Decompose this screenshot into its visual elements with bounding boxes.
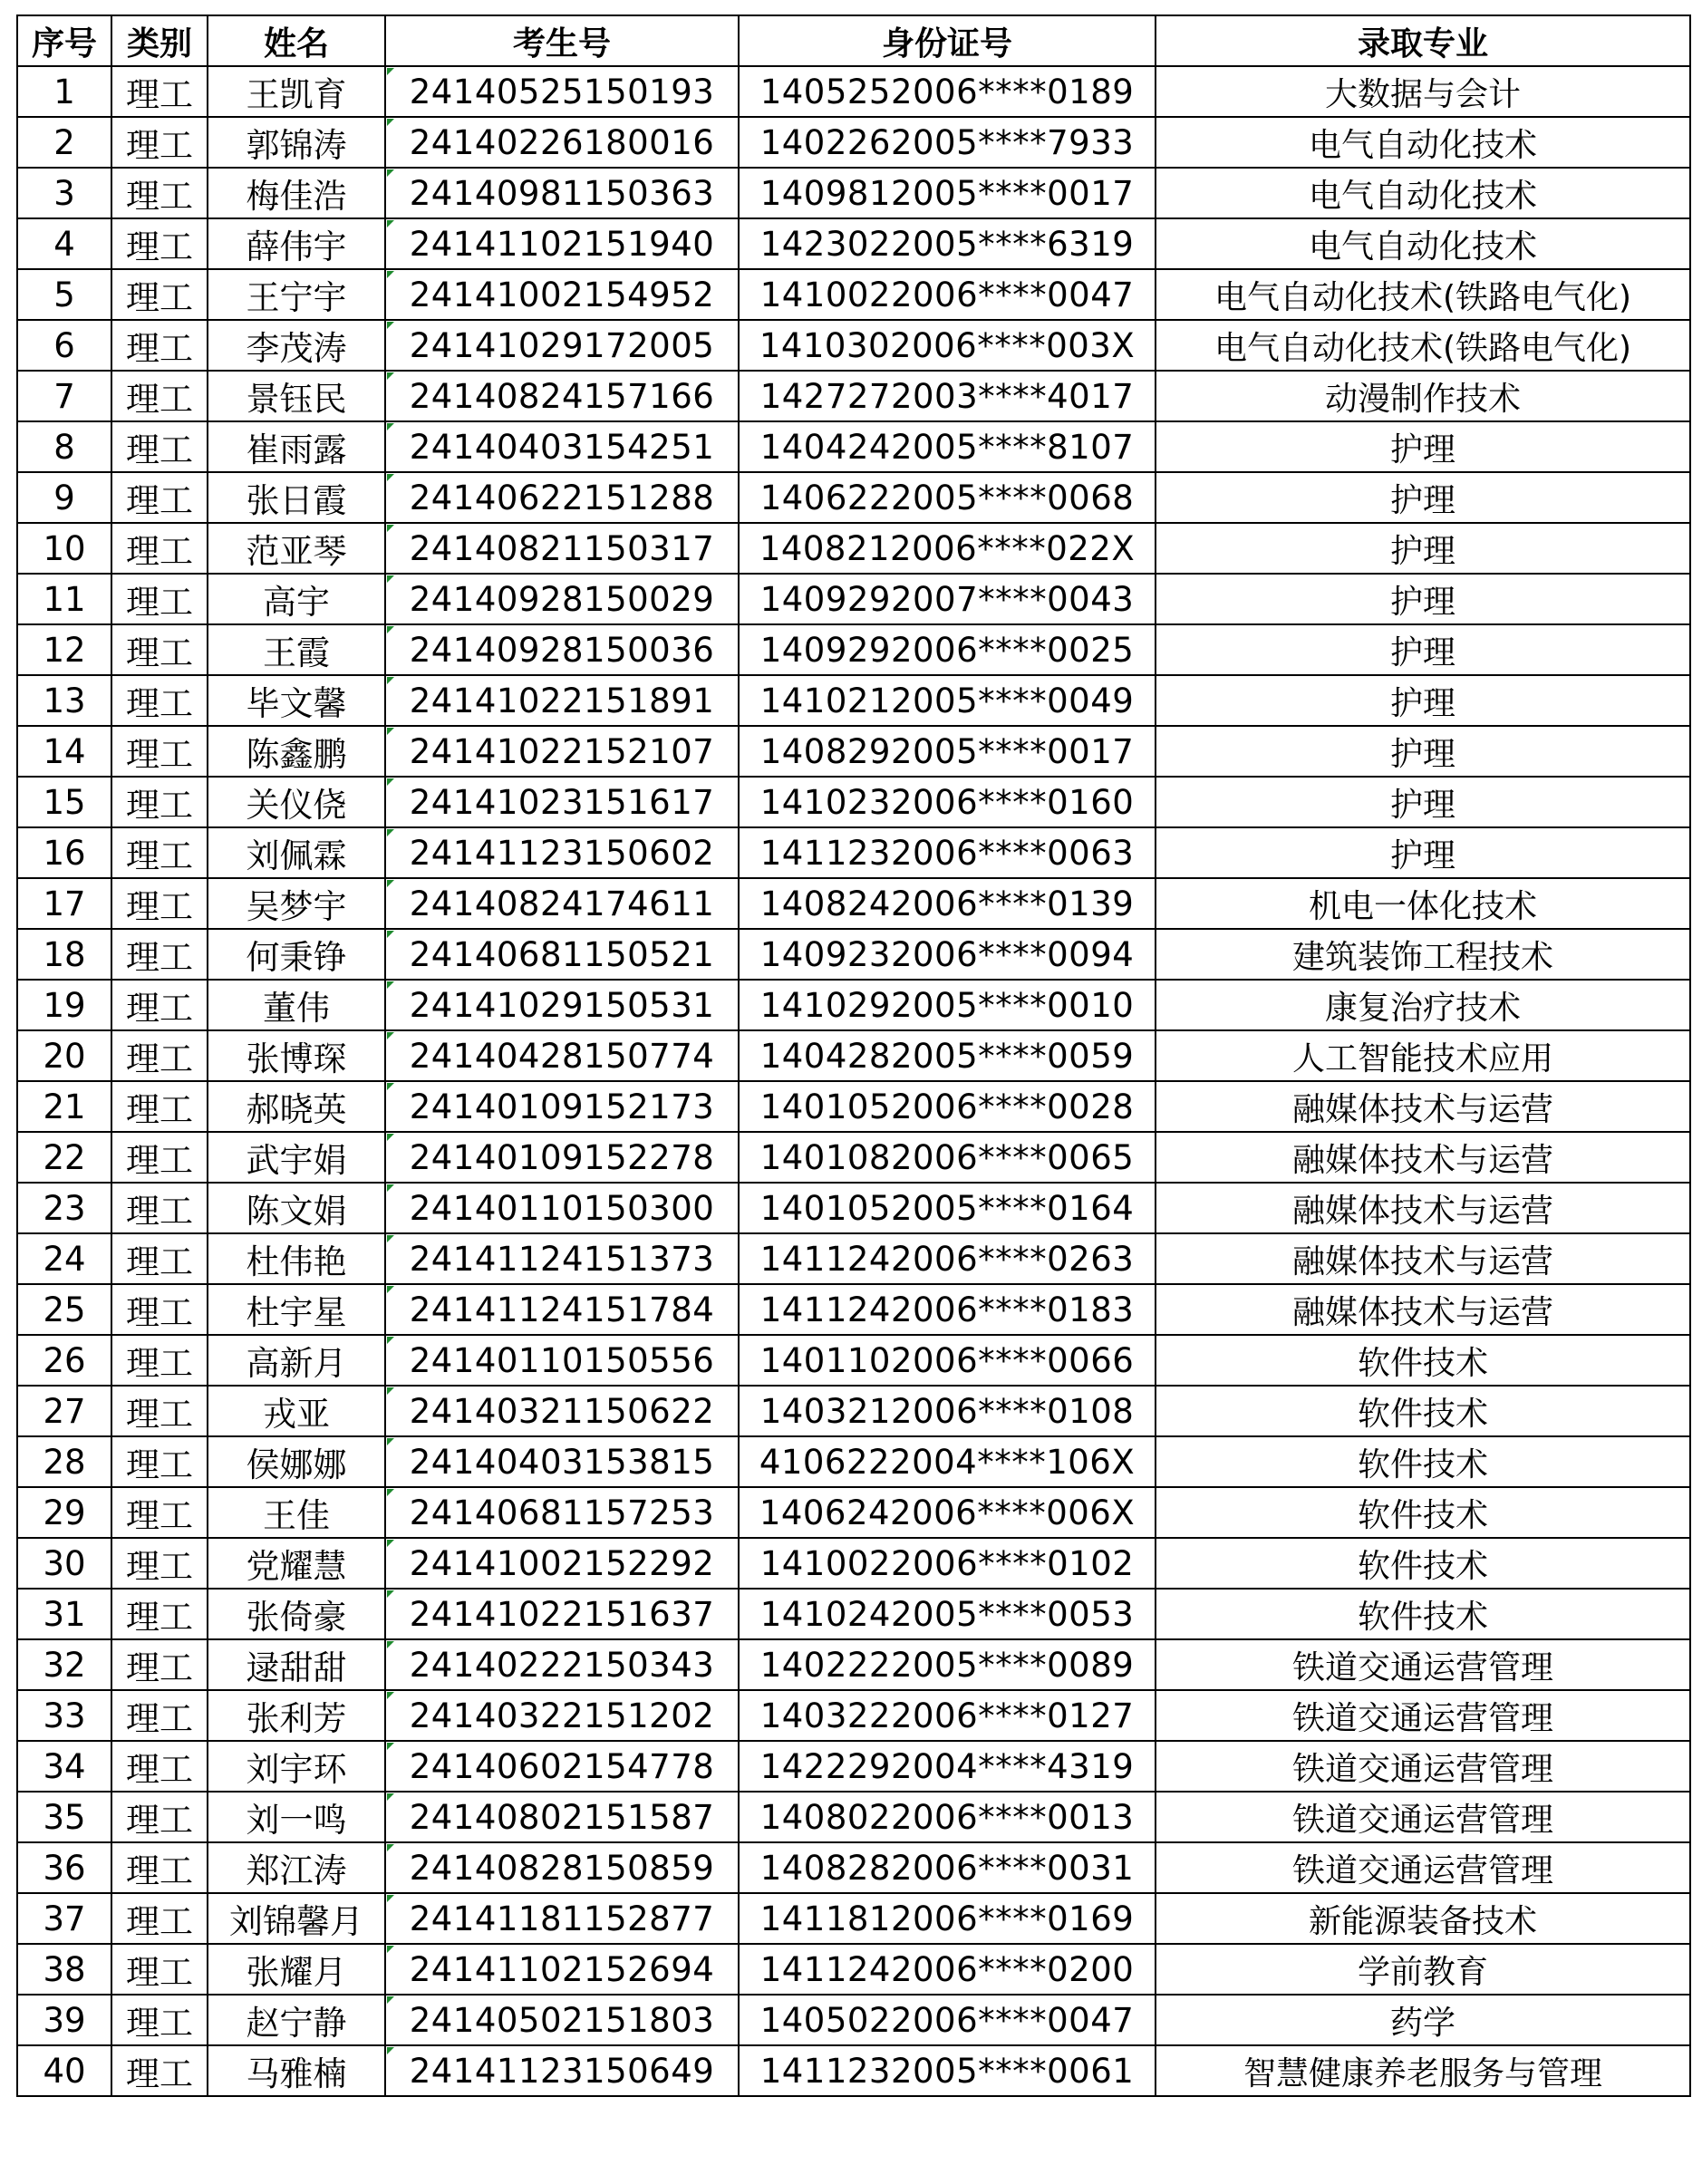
cell-exam-number: 24141124151784: [385, 1284, 739, 1335]
table-row: [17, 1944, 1690, 1995]
cell-id-number: 1410212005****0049: [739, 675, 1156, 726]
cell-id-number: 1422292004****4319: [739, 1741, 1156, 1792]
cell-name: 张利芳: [208, 1690, 385, 1741]
cell-exam-number: 24140681150521: [385, 929, 739, 980]
cell-id-number: 1410242005****0053: [739, 1589, 1156, 1639]
cell-admitted-major: 融媒体技术与运营: [1156, 1183, 1690, 1233]
table-row: [17, 269, 1690, 320]
table-row: [17, 827, 1690, 878]
cell-admitted-major: 人工智能技术应用: [1156, 1030, 1690, 1081]
cell-category: 理工: [111, 929, 208, 980]
table-row: [17, 371, 1690, 421]
cell-name: 武宇娟: [208, 1132, 385, 1183]
cell-category: 理工: [111, 1944, 208, 1995]
cell-name: 刘锦馨月: [208, 1893, 385, 1944]
cell-admitted-major: 智慧健康养老服务与管理: [1156, 2045, 1690, 2096]
cell-name: 郑江涛: [208, 1842, 385, 1893]
cell-seq: 12: [17, 624, 111, 675]
cell-id-number: 1410232006****0160: [739, 777, 1156, 827]
header-name: 姓名: [208, 15, 385, 66]
cell-seq: 31: [17, 1589, 111, 1639]
cell-name: 何秉铮: [208, 929, 385, 980]
cell-name: 董伟: [208, 980, 385, 1030]
cell-name: 刘一鸣: [208, 1792, 385, 1842]
cell-admitted-major: 铁道交通运营管理: [1156, 1741, 1690, 1792]
cell-category: 理工: [111, 320, 208, 371]
table-body: [17, 66, 1690, 2096]
table-row: [17, 1436, 1690, 1487]
cell-exam-number: 24141022151891: [385, 675, 739, 726]
cell-admitted-major: 铁道交通运营管理: [1156, 1792, 1690, 1842]
cell-category: 理工: [111, 1284, 208, 1335]
cell-admitted-major: 建筑装饰工程技术: [1156, 929, 1690, 980]
cell-admitted-major: 护理: [1156, 472, 1690, 523]
cell-id-number: 1411242006****0263: [739, 1233, 1156, 1284]
cell-seq: 13: [17, 675, 111, 726]
cell-category: 理工: [111, 523, 208, 574]
cell-seq: 10: [17, 523, 111, 574]
cell-id-number: 1410302006****003X: [739, 320, 1156, 371]
cell-name: 戎亚: [208, 1386, 385, 1436]
cell-id-number: 1405252006****0189: [739, 66, 1156, 117]
cell-exam-number: 24141029172005: [385, 320, 739, 371]
cell-id-number: 1408022006****0013: [739, 1792, 1156, 1842]
cell-exam-number: 24141102152694: [385, 1944, 739, 1995]
cell-exam-number: 24140110150556: [385, 1335, 739, 1386]
cell-id-number: 1401052006****0028: [739, 1081, 1156, 1132]
cell-seq: 2: [17, 117, 111, 168]
cell-name: 郭锦涛: [208, 117, 385, 168]
cell-admitted-major: 大数据与会计: [1156, 66, 1690, 117]
cell-seq: 18: [17, 929, 111, 980]
cell-name: 薛伟宇: [208, 218, 385, 269]
cell-exam-number: 24140928150036: [385, 624, 739, 675]
cell-seq: 19: [17, 980, 111, 1030]
cell-admitted-major: 融媒体技术与运营: [1156, 1284, 1690, 1335]
cell-seq: 8: [17, 421, 111, 472]
cell-admitted-major: 融媒体技术与运营: [1156, 1233, 1690, 1284]
table-row: [17, 218, 1690, 269]
cell-category: 理工: [111, 1589, 208, 1639]
table-row: [17, 472, 1690, 523]
cell-seq: 23: [17, 1183, 111, 1233]
cell-exam-number: 24140525150193: [385, 66, 739, 117]
cell-seq: 34: [17, 1741, 111, 1792]
cell-name: 王佳: [208, 1487, 385, 1538]
cell-admitted-major: 软件技术: [1156, 1386, 1690, 1436]
cell-exam-number: 24140602154778: [385, 1741, 739, 1792]
cell-name: 王霞: [208, 624, 385, 675]
cell-seq: 7: [17, 371, 111, 421]
cell-id-number: 1403222006****0127: [739, 1690, 1156, 1741]
cell-name: 张倚豪: [208, 1589, 385, 1639]
cell-admitted-major: 软件技术: [1156, 1487, 1690, 1538]
cell-admitted-major: 电气自动化技术: [1156, 218, 1690, 269]
cell-seq: 21: [17, 1081, 111, 1132]
cell-category: 理工: [111, 574, 208, 624]
cell-admitted-major: 电气自动化技术(铁路电气化): [1156, 269, 1690, 320]
cell-id-number: 1403212006****0108: [739, 1386, 1156, 1436]
cell-id-number: 1411242006****0200: [739, 1944, 1156, 1995]
cell-category: 理工: [111, 1792, 208, 1842]
table-row: [17, 624, 1690, 675]
cell-category: 理工: [111, 827, 208, 878]
table-row: [17, 523, 1690, 574]
cell-id-number: 4106222004****106X: [739, 1436, 1156, 1487]
cell-name: 王宁宇: [208, 269, 385, 320]
cell-id-number: 1410292005****0010: [739, 980, 1156, 1030]
cell-name: 杜伟艳: [208, 1233, 385, 1284]
cell-admitted-major: 融媒体技术与运营: [1156, 1132, 1690, 1183]
cell-admitted-major: 新能源装备技术: [1156, 1893, 1690, 1944]
cell-id-number: 1411232005****0061: [739, 2045, 1156, 2096]
cell-id-number: 1402222005****0089: [739, 1639, 1156, 1690]
cell-category: 理工: [111, 1538, 208, 1589]
table-row: [17, 168, 1690, 218]
table-row: [17, 1030, 1690, 1081]
cell-seq: 4: [17, 218, 111, 269]
cell-name: 张耀月: [208, 1944, 385, 1995]
cell-category: 理工: [111, 371, 208, 421]
cell-category: 理工: [111, 1995, 208, 2045]
cell-category: 理工: [111, 878, 208, 929]
cell-name: 崔雨露: [208, 421, 385, 472]
cell-id-number: 1411812006****0169: [739, 1893, 1156, 1944]
cell-id-number: 1404242005****8107: [739, 421, 1156, 472]
cell-id-number: 1409232006****0094: [739, 929, 1156, 980]
cell-name: 逯甜甜: [208, 1639, 385, 1690]
cell-seq: 17: [17, 878, 111, 929]
cell-admitted-major: 护理: [1156, 827, 1690, 878]
cell-name: 陈文娟: [208, 1183, 385, 1233]
table-row: [17, 1639, 1690, 1690]
cell-admitted-major: 护理: [1156, 523, 1690, 574]
cell-id-number: 1408282006****0031: [739, 1842, 1156, 1893]
cell-seq: 24: [17, 1233, 111, 1284]
cell-name: 赵宁静: [208, 1995, 385, 2045]
table-row: [17, 1842, 1690, 1893]
table-row: [17, 421, 1690, 472]
cell-seq: 3: [17, 168, 111, 218]
cell-admitted-major: 软件技术: [1156, 1335, 1690, 1386]
cell-name: 陈鑫鹏: [208, 726, 385, 777]
cell-category: 理工: [111, 168, 208, 218]
cell-category: 理工: [111, 2045, 208, 2096]
cell-category: 理工: [111, 726, 208, 777]
cell-category: 理工: [111, 66, 208, 117]
cell-category: 理工: [111, 1030, 208, 1081]
cell-id-number: 1409812005****0017: [739, 168, 1156, 218]
cell-exam-number: 24140802151587: [385, 1792, 739, 1842]
table-row: [17, 1081, 1690, 1132]
cell-name: 刘宇环: [208, 1741, 385, 1792]
cell-category: 理工: [111, 218, 208, 269]
cell-exam-number: 24140109152173: [385, 1081, 739, 1132]
cell-admitted-major: 软件技术: [1156, 1538, 1690, 1589]
cell-category: 理工: [111, 1741, 208, 1792]
cell-id-number: 1408242006****0139: [739, 878, 1156, 929]
cell-id-number: 1423022005****6319: [739, 218, 1156, 269]
cell-id-number: 1408292005****0017: [739, 726, 1156, 777]
cell-id-number: 1405022006****0047: [739, 1995, 1156, 2045]
cell-seq: 40: [17, 2045, 111, 2096]
cell-id-number: 1411242006****0183: [739, 1284, 1156, 1335]
table-row: [17, 1183, 1690, 1233]
cell-category: 理工: [111, 675, 208, 726]
cell-exam-number: 24140828150859: [385, 1842, 739, 1893]
cell-admitted-major: 铁道交通运营管理: [1156, 1842, 1690, 1893]
cell-admitted-major: 电气自动化技术: [1156, 117, 1690, 168]
cell-exam-number: 24140321150622: [385, 1386, 739, 1436]
cell-category: 理工: [111, 1233, 208, 1284]
cell-name: 范亚琴: [208, 523, 385, 574]
cell-category: 理工: [111, 777, 208, 827]
cell-exam-number: 24140403154251: [385, 421, 739, 472]
table-row: [17, 574, 1690, 624]
cell-name: 景钰民: [208, 371, 385, 421]
table-row: [17, 777, 1690, 827]
cell-seq: 28: [17, 1436, 111, 1487]
cell-category: 理工: [111, 1183, 208, 1233]
header-row: [17, 15, 1690, 66]
table-row: [17, 1741, 1690, 1792]
cell-exam-number: 24140109152278: [385, 1132, 739, 1183]
cell-exam-number: 24140681157253: [385, 1487, 739, 1538]
cell-exam-number: 24140824157166: [385, 371, 739, 421]
cell-name: 毕文馨: [208, 675, 385, 726]
cell-exam-number: 24141022151637: [385, 1589, 739, 1639]
cell-category: 理工: [111, 269, 208, 320]
cell-id-number: 1410022006****0102: [739, 1538, 1156, 1589]
cell-id-number: 1408212006****022X: [739, 523, 1156, 574]
table-row: [17, 726, 1690, 777]
cell-exam-number: 24140428150774: [385, 1030, 739, 1081]
cell-admitted-major: 护理: [1156, 421, 1690, 472]
table-row: [17, 1538, 1690, 1589]
cell-exam-number: 24140622151288: [385, 472, 739, 523]
cell-category: 理工: [111, 1386, 208, 1436]
cell-name: 王凯育: [208, 66, 385, 117]
header-exam-number: 考生号: [385, 15, 739, 66]
cell-seq: 29: [17, 1487, 111, 1538]
cell-exam-number: 24141023151617: [385, 777, 739, 827]
cell-id-number: 1406222005****0068: [739, 472, 1156, 523]
cell-admitted-major: 电气自动化技术(铁路电气化): [1156, 320, 1690, 371]
cell-seq: 27: [17, 1386, 111, 1436]
table-row: [17, 878, 1690, 929]
cell-exam-number: 24140824174611: [385, 878, 739, 929]
cell-admitted-major: 软件技术: [1156, 1589, 1690, 1639]
cell-category: 理工: [111, 1436, 208, 1487]
cell-id-number: 1401102006****0066: [739, 1335, 1156, 1386]
cell-admitted-major: 护理: [1156, 675, 1690, 726]
table-row: [17, 929, 1690, 980]
cell-exam-number: 24141002154952: [385, 269, 739, 320]
cell-category: 理工: [111, 1132, 208, 1183]
cell-seq: 15: [17, 777, 111, 827]
table-row: [17, 2045, 1690, 2096]
cell-id-number: 1410022006****0047: [739, 269, 1156, 320]
cell-exam-number: 24141002152292: [385, 1538, 739, 1589]
cell-category: 理工: [111, 1335, 208, 1386]
cell-admitted-major: 学前教育: [1156, 1944, 1690, 1995]
table-row: [17, 675, 1690, 726]
cell-seq: 26: [17, 1335, 111, 1386]
cell-id-number: 1411232006****0063: [739, 827, 1156, 878]
cell-admitted-major: 机电一体化技术: [1156, 878, 1690, 929]
cell-category: 理工: [111, 1487, 208, 1538]
table-row: [17, 1132, 1690, 1183]
cell-exam-number: 24141124151373: [385, 1233, 739, 1284]
table-row: [17, 117, 1690, 168]
cell-seq: 35: [17, 1792, 111, 1842]
cell-admitted-major: 铁道交通运营管理: [1156, 1690, 1690, 1741]
cell-seq: 33: [17, 1690, 111, 1741]
cell-name: 高宇: [208, 574, 385, 624]
cell-admitted-major: 护理: [1156, 574, 1690, 624]
cell-category: 理工: [111, 421, 208, 472]
cell-admitted-major: 护理: [1156, 777, 1690, 827]
cell-exam-number: 24140928150029: [385, 574, 739, 624]
cell-seq: 22: [17, 1132, 111, 1183]
header-seq: 序号: [17, 15, 111, 66]
cell-category: 理工: [111, 1639, 208, 1690]
cell-seq: 20: [17, 1030, 111, 1081]
table-row: [17, 1386, 1690, 1436]
cell-exam-number: 24141029150531: [385, 980, 739, 1030]
header-category: 类别: [111, 15, 208, 66]
cell-name: 张博琛: [208, 1030, 385, 1081]
cell-admitted-major: 铁道交通运营管理: [1156, 1639, 1690, 1690]
cell-seq: 6: [17, 320, 111, 371]
cell-exam-number: 24141102151940: [385, 218, 739, 269]
cell-name: 党耀慧: [208, 1538, 385, 1589]
cell-name: 马雅楠: [208, 2045, 385, 2096]
cell-id-number: 1401082006****0065: [739, 1132, 1156, 1183]
table-row: [17, 1589, 1690, 1639]
cell-exam-number: 24140222150343: [385, 1639, 739, 1690]
cell-seq: 14: [17, 726, 111, 777]
cell-seq: 36: [17, 1842, 111, 1893]
table-row: [17, 980, 1690, 1030]
cell-id-number: 1409292007****0043: [739, 574, 1156, 624]
cell-admitted-major: 动漫制作技术: [1156, 371, 1690, 421]
cell-name: 关仪侥: [208, 777, 385, 827]
cell-name: 李茂涛: [208, 320, 385, 371]
cell-name: 张日霞: [208, 472, 385, 523]
cell-seq: 5: [17, 269, 111, 320]
table-row: [17, 1335, 1690, 1386]
cell-admitted-major: 护理: [1156, 624, 1690, 675]
cell-seq: 30: [17, 1538, 111, 1589]
table-row: [17, 1233, 1690, 1284]
table-row: [17, 1792, 1690, 1842]
cell-category: 理工: [111, 1690, 208, 1741]
cell-exam-number: 24141022152107: [385, 726, 739, 777]
cell-seq: 9: [17, 472, 111, 523]
cell-name: 刘佩霖: [208, 827, 385, 878]
cell-category: 理工: [111, 1081, 208, 1132]
cell-exam-number: 24140110150300: [385, 1183, 739, 1233]
cell-id-number: 1401052005****0164: [739, 1183, 1156, 1233]
table-row: [17, 1487, 1690, 1538]
cell-seq: 37: [17, 1893, 111, 1944]
cell-admitted-major: 康复治疗技术: [1156, 980, 1690, 1030]
cell-exam-number: 24140981150363: [385, 168, 739, 218]
cell-id-number: 1404282005****0059: [739, 1030, 1156, 1081]
header-admitted-major: 录取专业: [1156, 15, 1690, 66]
table-header: [17, 15, 1690, 66]
cell-name: 杜宇星: [208, 1284, 385, 1335]
table-row: [17, 66, 1690, 117]
cell-admitted-major: 软件技术: [1156, 1436, 1690, 1487]
cell-exam-number: 24140226180016: [385, 117, 739, 168]
cell-seq: 32: [17, 1639, 111, 1690]
table-row: [17, 1690, 1690, 1741]
header-id-number: 身份证号: [739, 15, 1156, 66]
table-row: [17, 1995, 1690, 2045]
cell-exam-number: 24140403153815: [385, 1436, 739, 1487]
cell-seq: 25: [17, 1284, 111, 1335]
cell-seq: 38: [17, 1944, 111, 1995]
admission-table: [16, 14, 1691, 2097]
cell-admitted-major: 电气自动化技术: [1156, 168, 1690, 218]
cell-category: 理工: [111, 472, 208, 523]
cell-id-number: 1406242006****006X: [739, 1487, 1156, 1538]
cell-exam-number: 24141181152877: [385, 1893, 739, 1944]
cell-seq: 39: [17, 1995, 111, 2045]
cell-id-number: 1427272003****4017: [739, 371, 1156, 421]
cell-exam-number: 24141123150602: [385, 827, 739, 878]
cell-seq: 11: [17, 574, 111, 624]
cell-name: 梅佳浩: [208, 168, 385, 218]
cell-seq: 1: [17, 66, 111, 117]
cell-name: 高新月: [208, 1335, 385, 1386]
cell-seq: 16: [17, 827, 111, 878]
table-row: [17, 1284, 1690, 1335]
cell-name: 郝晓英: [208, 1081, 385, 1132]
cell-exam-number: 24140821150317: [385, 523, 739, 574]
cell-exam-number: 24140502151803: [385, 1995, 739, 2045]
cell-exam-number: 24141123150649: [385, 2045, 739, 2096]
cell-category: 理工: [111, 980, 208, 1030]
cell-name: 侯娜娜: [208, 1436, 385, 1487]
cell-name: 吴梦宇: [208, 878, 385, 929]
cell-admitted-major: 药学: [1156, 1995, 1690, 2045]
cell-admitted-major: 融媒体技术与运营: [1156, 1081, 1690, 1132]
cell-id-number: 1409292006****0025: [739, 624, 1156, 675]
table-row: [17, 320, 1690, 371]
cell-admitted-major: 护理: [1156, 726, 1690, 777]
cell-id-number: 1402262005****7933: [739, 117, 1156, 168]
cell-category: 理工: [111, 1893, 208, 1944]
cell-category: 理工: [111, 117, 208, 168]
table-row: [17, 1893, 1690, 1944]
cell-category: 理工: [111, 624, 208, 675]
cell-exam-number: 24140322151202: [385, 1690, 739, 1741]
cell-category: 理工: [111, 1842, 208, 1893]
